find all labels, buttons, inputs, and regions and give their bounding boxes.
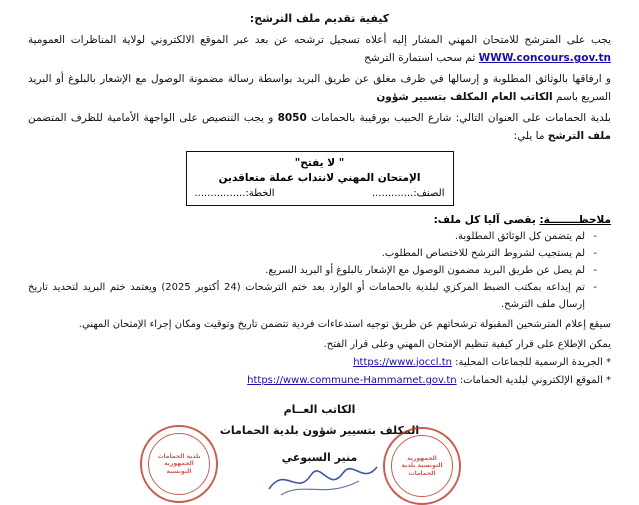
notification-line: سيقع إعلام المترشحين المقبولة ترشحاتهم عن طريق توجيه استدعاءات فردية تتضمن تاريخ وتوقيت ومكان إجراء الإمتحان المهني.: [78, 319, 611, 331]
envelope-line-3: [195, 188, 445, 199]
note-item: - لم يصل عن طريق البريد مضمون الوصول مع الإشعار بالبلوغ أو البريد السريع.: [28, 262, 611, 279]
publication-line: [28, 336, 611, 353]
paragraph-2: [28, 70, 611, 107]
note-list: [28, 228, 611, 313]
paragraph-1: [28, 31, 611, 68]
publication-line-text: يمكن الإطلاع على قرار كيفية تنظيم الإمتحان المهني وعلى قرار الفتح.: [323, 338, 611, 350]
paragraph-3: [28, 109, 611, 146]
signature-block: [28, 402, 611, 477]
p3-text-2: و يجب التنصيص على الواجهة الأمامية للظرف المتضمن: [28, 111, 278, 124]
p3-text-3: ما يلي:: [513, 129, 548, 142]
signature-line-2: المكلف بتسيير شؤون بلدية الحمامات: [219, 423, 420, 437]
p3-text-bold: ملف الترشح: [547, 129, 611, 142]
signature-line-1: الكاتب العــام: [283, 402, 356, 416]
envelope-post-field: الخطة:................: [194, 188, 275, 200]
note-item: - لم يستجيب لشروط الترشح للاختصاص المطلوب.: [28, 245, 611, 262]
link-label-1: * الجريدة الرسمية للجماعات المحلية:: [455, 356, 611, 368]
document-body: [14, 6, 625, 477]
envelope-box-wrap: [28, 151, 611, 206]
document-title: كيفية تقديم ملف الترشح:: [249, 12, 390, 25]
note-item: - لم يتضمن كل الوثائق المطلوبة.: [28, 228, 611, 245]
official-stamp-right: [383, 427, 461, 505]
joccl-link[interactable]: https://www.joccl.tn: [353, 356, 452, 368]
envelope-grade-field: الصنف:.............: [371, 188, 445, 200]
stamp-right-text: الجمهورية التونسية بلدية الحمامات: [401, 454, 443, 477]
p1-text-1: يجب على المترشح للامتحان المهني المشار إليه أعلاه تسجيل ترشحه عن بعد عبر الموقع الالكتروني لولاية المناظرات العمومية: [28, 34, 611, 46]
link-line-2: [28, 372, 611, 389]
note-text: يقصى آليا كل ملف:: [433, 214, 536, 227]
p3-text-1: بلدية الحمامات على العنوان التالي: شارع الحبيب بورقيبة بالحمامات: [306, 111, 611, 124]
stamp-left-text: بلدية الحمامات الجمهورية التونسية: [157, 452, 201, 475]
p3-postal-code: 8050: [277, 111, 307, 124]
p1-text-2: ثم سحب استمارة الترشح: [364, 52, 479, 65]
p2-text-1: و ارفاقها بالوثائق المطلوبة و إرسالها في ظرف مغلق عن طريق البريد بواسطة رسالة مضمونة الوصول مع الإشعار بالبلوغ أو البريد السريع باسم: [28, 72, 611, 104]
link-line-1: [28, 354, 611, 371]
official-stamp-left-inner: [148, 433, 210, 495]
commune-link[interactable]: https://www.commune-Hammamet.gov.tn: [247, 374, 457, 386]
envelope-line-2: الإمتحان المهني لانتداب عملة متعاقدين: [218, 172, 421, 185]
note-label: ملاحظــــــــة:: [539, 214, 611, 227]
note-heading: [28, 214, 611, 226]
official-stamp-right-inner: [391, 435, 453, 497]
envelope-box: [186, 151, 454, 206]
bottom-spacer: [28, 464, 611, 474]
p2-text-bold: الكاتب العام المكلف بتسيير شؤون: [376, 91, 553, 104]
official-stamp-left: [140, 425, 218, 503]
envelope-line-1: " لا يفتح": [294, 157, 345, 170]
concours-link[interactable]: WWW.concours.gov.tn: [478, 52, 611, 65]
note-item-deadline: - تم إيداعه بمكتب الضبط المركزي لبلدية بالحمامات أو الوارد بعد ختم الترشحات (24 أكتوبر 2025) ويعتمد ختم البريد لتحديد تاريخ إرسال ملف الترشح.: [28, 279, 611, 313]
link-label-2: * الموقع الإلكتروني لبلدية الحمامات:: [459, 374, 611, 386]
signature-line-3: منير السبوعي: [281, 450, 358, 464]
